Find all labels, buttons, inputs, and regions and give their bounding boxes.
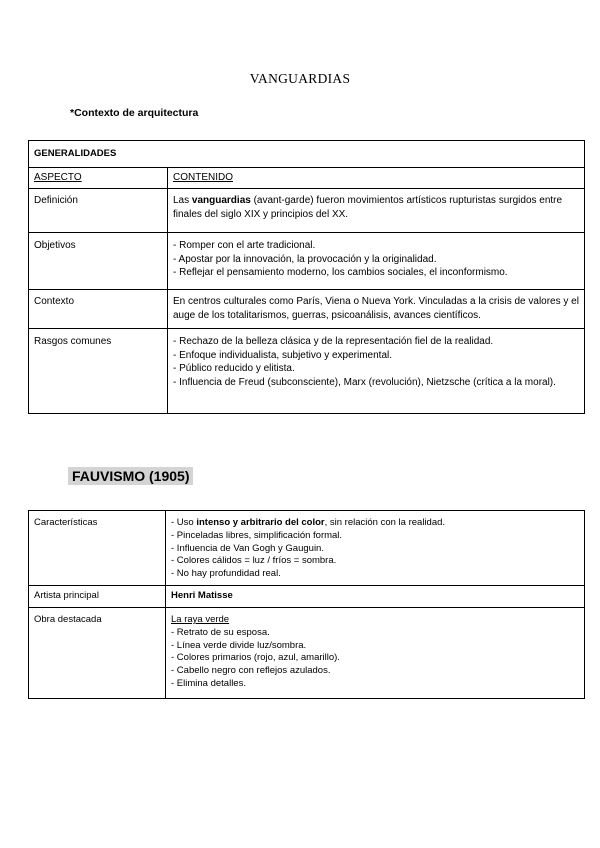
row-label-obra: Obra destacada	[29, 608, 166, 699]
table-row	[29, 189, 585, 233]
list-item: - Influencia de Van Gogh y Gauguin.	[171, 542, 324, 554]
generalidades-header-row	[29, 141, 585, 168]
aspecto-label: ASPECTO	[34, 172, 82, 184]
list-item: - Elimina detalles.	[171, 677, 246, 689]
table-row	[29, 586, 585, 608]
table-row	[29, 329, 585, 414]
list-item: - Reflejar el pensamiento moderno, los cambios sociales, el inconformismo.	[173, 267, 508, 278]
obra-content	[166, 608, 585, 699]
caracteristicas-bold: intenso y arbitrario del color	[196, 517, 325, 528]
definicion-text-bold: vanguardias	[191, 195, 251, 206]
column-header-row	[29, 168, 585, 189]
list-item: - Romper con el arte tradicional.	[173, 240, 316, 251]
list-item: - Cabello negro con reflejos azulados.	[171, 665, 331, 677]
row-label-definicion: Definición	[29, 189, 168, 233]
definicion-text-pre: Las	[173, 195, 192, 206]
contenido-label: CONTENIDO	[173, 172, 233, 184]
table-row	[29, 290, 585, 329]
artista-content	[166, 586, 585, 608]
list-item: - Pinceladas libres, simplificación formal.	[171, 529, 343, 541]
table-row	[29, 233, 585, 290]
column-header-contenido	[168, 168, 585, 189]
list-item: - Influencia de Freud (subconsciente), Marx (revolución), Nietzsche (crítica a la moral).	[173, 376, 556, 388]
list-item: - Retrato de su esposa.	[171, 626, 270, 638]
rasgos-content	[168, 329, 585, 414]
list-item: - Rechazo de la belleza clásica y de la representación fiel de la realidad.	[173, 336, 494, 347]
document-title: VANGUARDIAS	[249, 71, 351, 86]
caracteristicas-pre: - Uso	[171, 517, 197, 528]
list-item	[171, 517, 579, 530]
row-label-contexto: Contexto	[29, 290, 168, 329]
contexto-content: En centros culturales como París, Viena o Nueva York. Vinculadas a la crisis de valores y el auge de los totalitarismos, guerras, psicoanálisis, avances científicos.	[168, 290, 585, 329]
definicion-content	[168, 189, 585, 233]
row-label-objetivos: Objetivos	[29, 233, 168, 290]
fauvismo-table	[28, 510, 585, 699]
caracteristicas-content	[166, 511, 585, 586]
list-item: - Enfoque individualista, subjetivo y experimental.	[173, 349, 393, 361]
generalidades-table	[28, 140, 585, 414]
fauvismo-heading: FAUVISMO (1905)	[68, 467, 193, 485]
table-row	[29, 511, 585, 586]
row-label-rasgos: Rasgos comunes	[29, 329, 168, 414]
list-item: - Colores cálidos = luz / fríos = sombra.	[171, 555, 337, 567]
generalidades-header: GENERALIDADES	[29, 141, 585, 168]
list-item: - Línea verde divide luz/sombra.	[171, 639, 307, 651]
list-item: - No hay profundidad real.	[171, 568, 281, 580]
definicion-text-post: (avant-garde) fueron movimientos artísticos rupturistas surgidos entre finales del siglo XIX y principios del XX.	[173, 195, 563, 220]
caracteristicas-post: , sin relación con la realidad.	[324, 517, 446, 528]
list-item: - Apostar por la innovación, la provocación y la originalidad.	[173, 253, 437, 265]
column-header-aspecto	[29, 168, 168, 189]
document-subtitle: *Contexto de arquitectura	[70, 107, 199, 119]
table-row	[29, 608, 585, 699]
list-item: - Público reducido y elitista.	[173, 363, 295, 374]
objetivos-content	[168, 233, 585, 290]
row-label-artista: Artista principal	[29, 586, 166, 608]
row-label-caracteristicas: Características	[29, 511, 166, 586]
list-item: - Colores primarios (rojo, azul, amarillo).	[171, 652, 340, 664]
obra-title: La raya verde	[171, 614, 230, 625]
artista-name: Henri Matisse	[171, 590, 233, 601]
